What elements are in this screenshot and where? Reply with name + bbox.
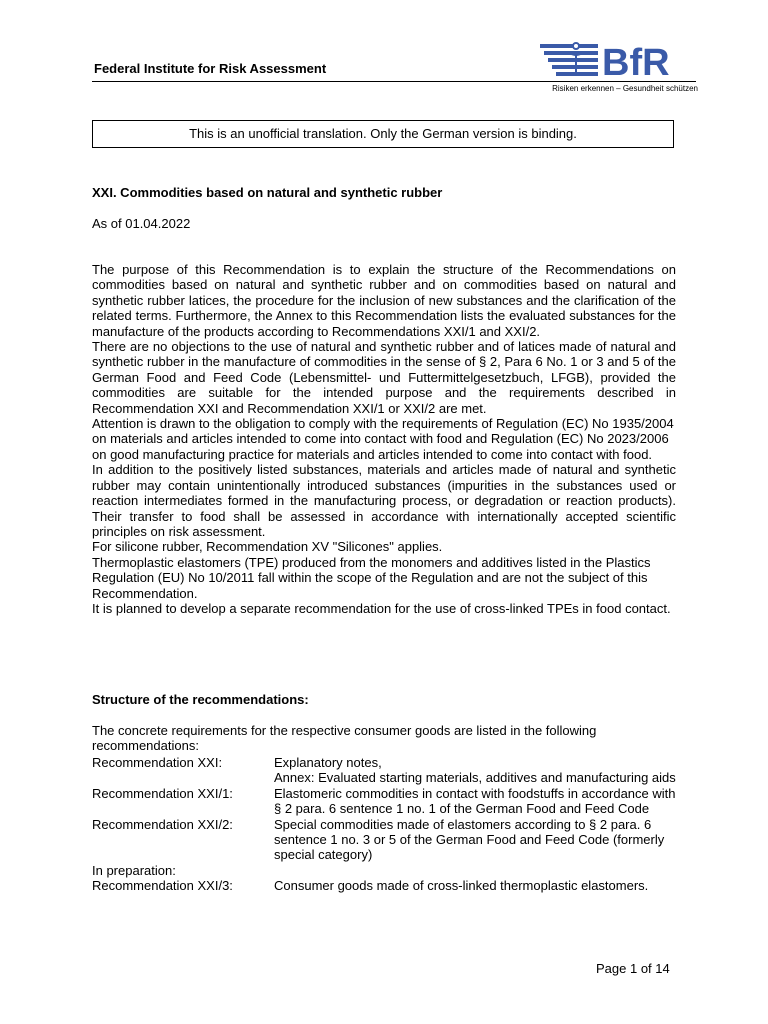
translation-notice: This is an unofficial translation. Only the German version is binding.: [92, 120, 674, 148]
recommendation-row: [92, 878, 692, 893]
recommendation-description-line: Annex: Evaluated starting materials, additives and manufacturing aids: [274, 770, 676, 786]
recommendation-row: [92, 863, 692, 878]
recommendation-description: Consumer goods made of cross-linked thermoplastic elastomers.: [274, 878, 649, 894]
page-number: Page 1 of 14: [596, 961, 670, 976]
recommendation-row: [92, 755, 692, 786]
paragraph-planned: It is planned to develop a separate recommendation for the use of cross-linked TPEs in food contact.: [92, 600, 671, 616]
structure-intro: The concrete requirements for the respective consumer goods are listed in the following recommendations:: [92, 723, 597, 754]
recommendation-list: [92, 755, 692, 894]
recommendation-row: [92, 786, 692, 817]
recommendation-label: Recommendation XXI/3:: [92, 878, 233, 894]
recommendation-description: Elastomeric commodities in contact with foodstuffs in accordance with § 2 para. 6 sentence 1 no. 1 of the German Food and Feed Code: [274, 785, 676, 817]
recommendation-label: Recommendation XXI/1:: [92, 785, 233, 801]
recommendation-description: [274, 755, 684, 786]
header-organization: Federal Institute for Risk Assessment: [94, 61, 327, 76]
paragraph-obligation: Attention is drawn to the obligation to comply with the requirements of Regulation (EC) No 1935/2004 on materials and articles intended to come into contact with food and Regulation (EC) No 2023/2006 on good manufacturing practice for materials and articles intended to come into contact with food.: [92, 416, 674, 462]
paragraph-unintentional-substances: In addition to the positively listed substances, materials and articles made of natural and synthetic rubber may contain unintentionally introduced substances (impurities in the substances used or reaction intermediates formed in the manufacturing process, or degradation or reaction products). Their transfer to food shall be assessed in accordance with internationally accepted scientific principles on risk assessment.: [92, 462, 676, 539]
logo-text: BfR: [602, 42, 670, 84]
logo-stripes-icon: [540, 44, 598, 76]
structure-heading: Structure of the recommendations:: [92, 692, 309, 707]
document-title: XXI. Commodities based on natural and synthetic rubber: [92, 185, 443, 200]
recommendation-description-line: Explanatory notes,: [274, 755, 382, 770]
logo-tagline: Risiken erkennen – Gesundheit schützen: [552, 84, 698, 93]
recommendation-row: [92, 817, 692, 863]
recommendation-label: Recommendation XXI/2:: [92, 816, 233, 832]
recommendation-label: In preparation:: [92, 862, 176, 878]
body-text: [92, 262, 676, 616]
as-of-date: As of 01.04.2022: [92, 216, 191, 231]
paragraph-purpose: The purpose of this Recommendation is to explain the structure of the Recommendations on commodities based on natural and synthetic rubber and on commodities based on natural and synthetic rubber latices, the procedure for the inclusion of new substances and the clarification of the related terms. Furthermore, the Annex to this Recommendation lists the evaluated substances for the manufacture of the products according to Recommendations XXI/1 and XXI/2.: [92, 262, 676, 339]
recommendation-description: Special commodities made of elastomers according to § 2 para. 6 sentence 1 no. 3 or 5 of the German Food and Feed Code (formerly special category): [274, 816, 665, 863]
paragraph-tpe: Thermoplastic elastomers (TPE) produced from the monomers and additives listed in the Plastics Regulation (EU) No 10/2011 fall within the scope of the Regulation and are not the subject of this Recommendation.: [92, 554, 651, 601]
paragraph-no-objections: There are no objections to the use of natural and synthetic rubber and of latices made of natural and synthetic rubber in the manufacture of commodities in the sense of § 2, Para 6 No. 1 or 3 and 5 of the German Food and Feed Code (Lebensmittel- und Futtermittelgesetzbuch, LFGB), provided the commodities are suitable for the intended purpose and the requirements described in Recommendation XXI and Recommendation XXI/1 or XXI/2 are met.: [92, 339, 676, 416]
recommendation-description: [274, 863, 684, 878]
paragraph-silicone: For silicone rubber, Recommendation XV "Silicones" applies.: [92, 539, 443, 555]
recommendation-label: Recommendation XXI:: [92, 755, 223, 770]
